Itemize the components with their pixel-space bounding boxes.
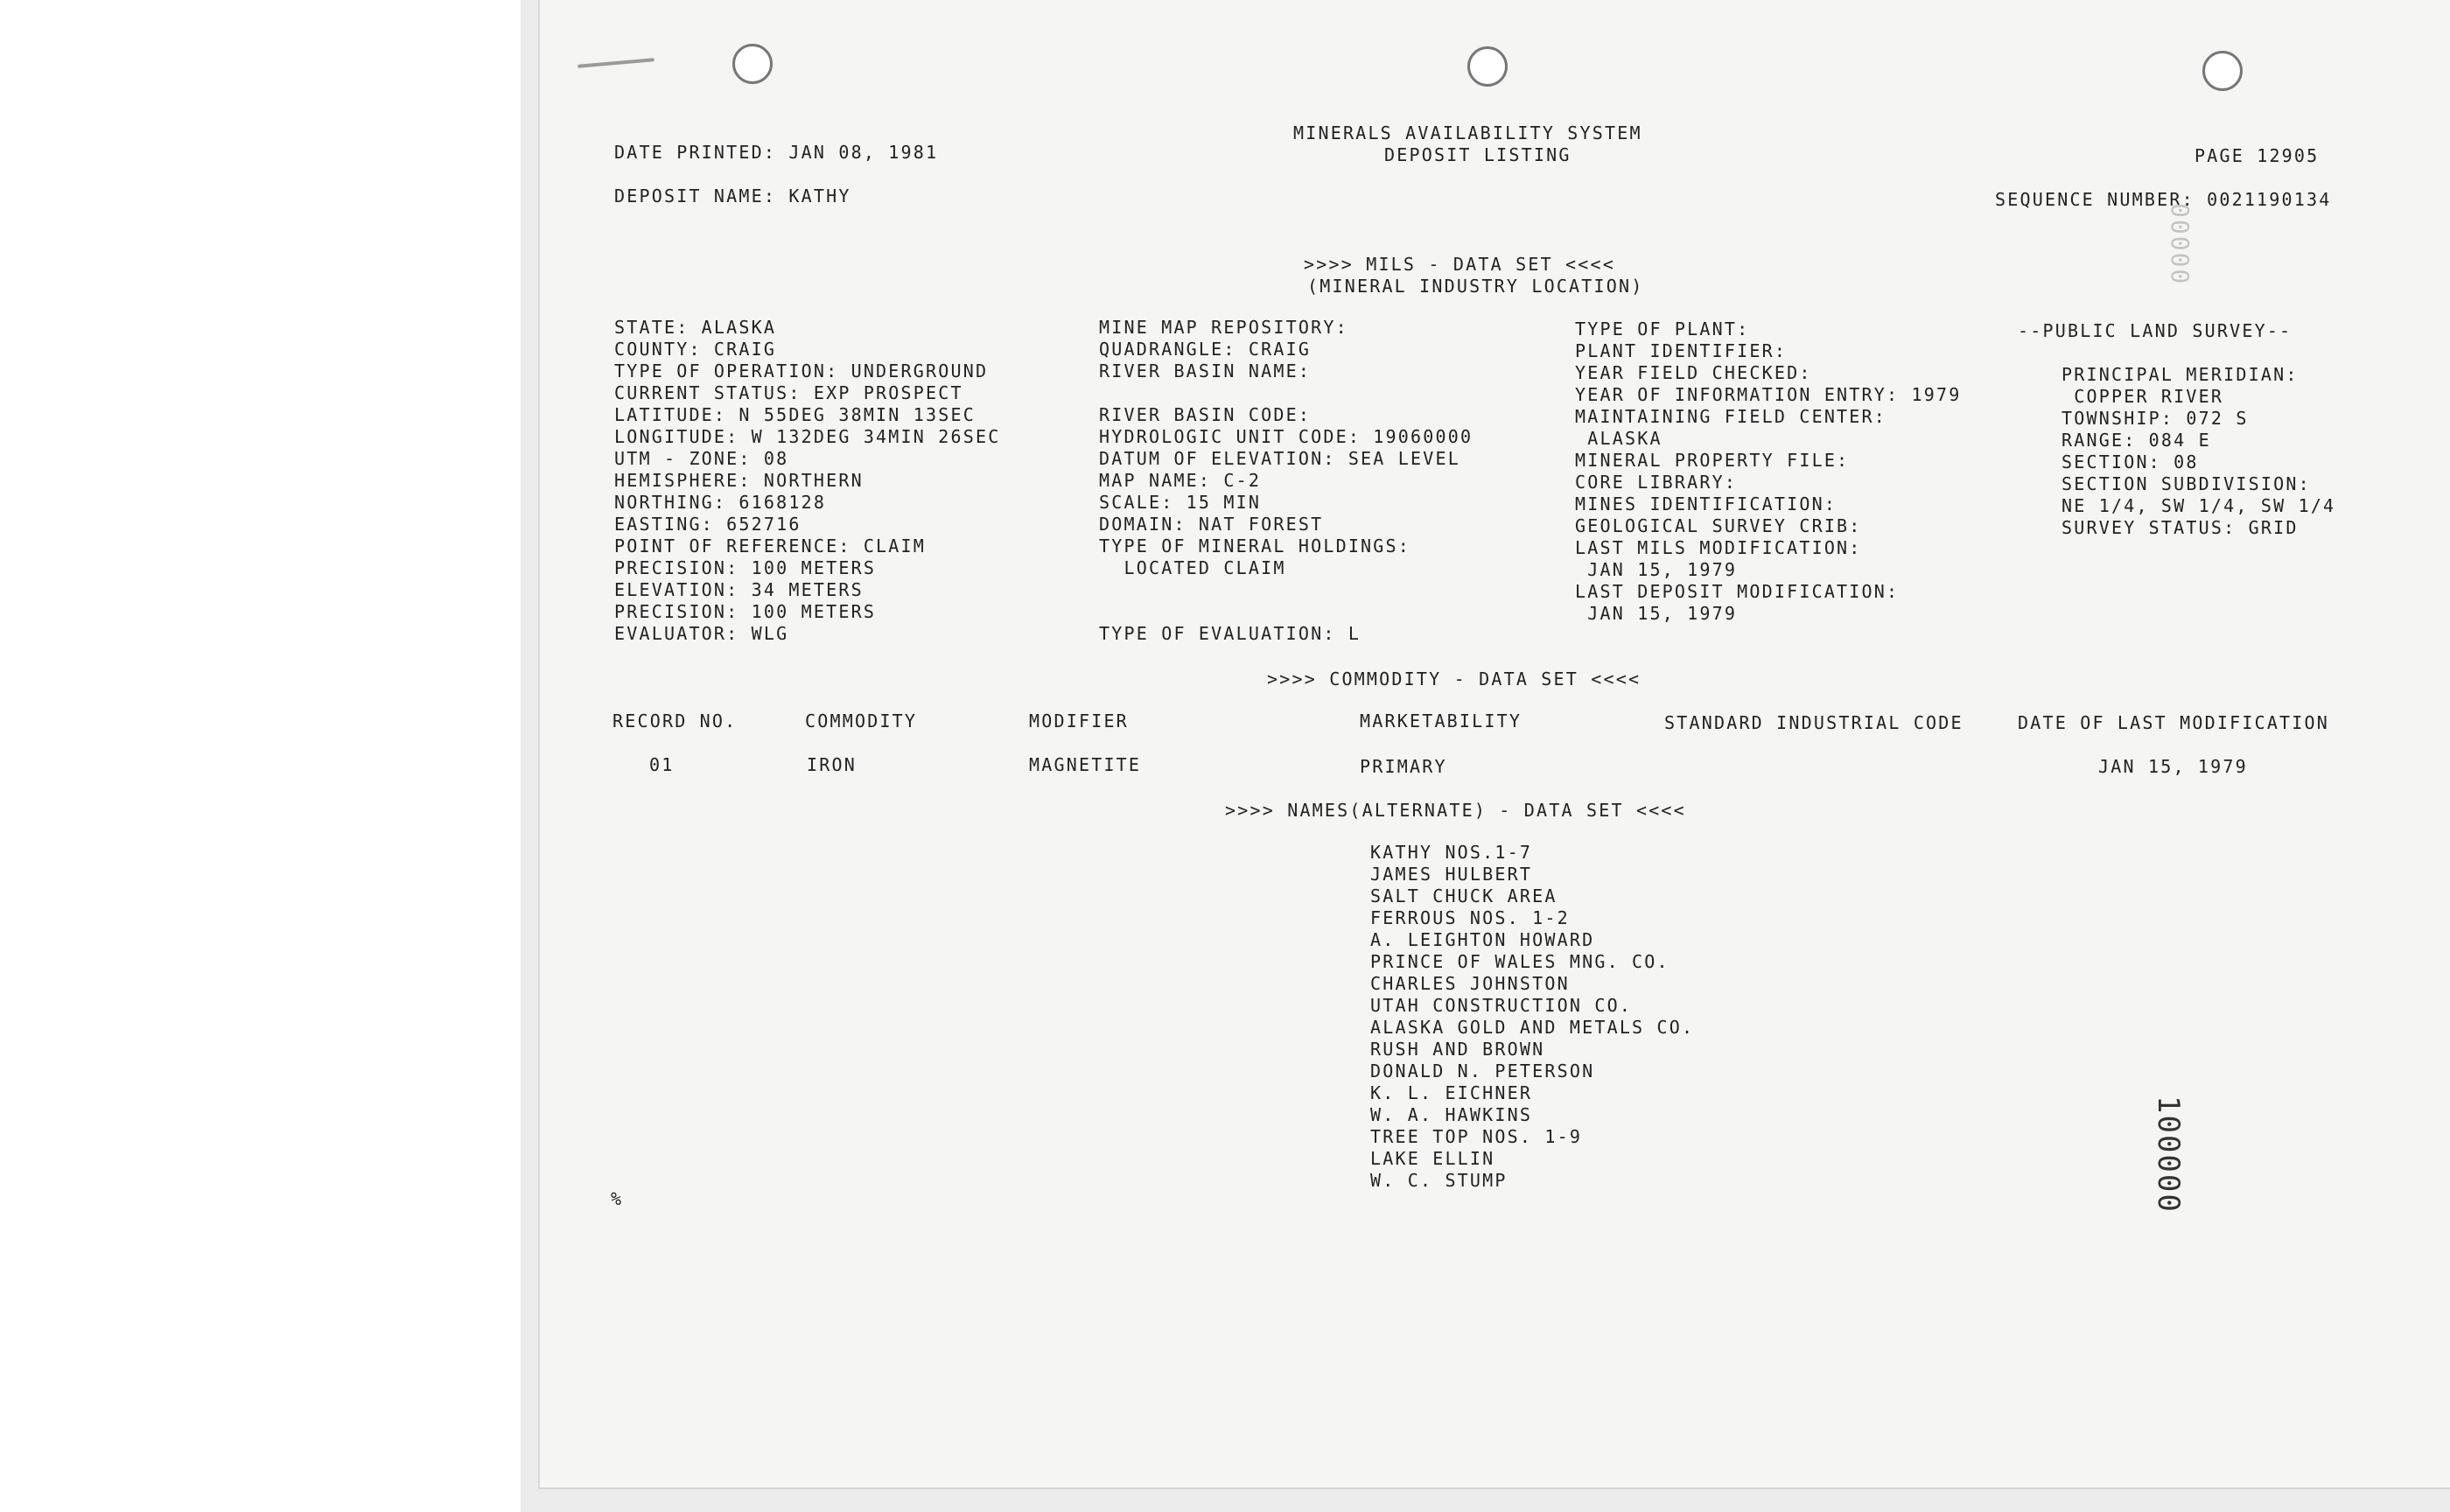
- field-type-of-operation: TYPE OF OPERATION: UNDERGROUND: [614, 360, 989, 382]
- field-township: TOWNSHIP: 072 S: [2062, 408, 2249, 429]
- system-title: MINERALS AVAILABILITY SYSTEM: [1293, 122, 1642, 144]
- mils-location-column: [614, 317, 1000, 645]
- list-item: FERROUS NOS. 1-2: [1370, 907, 1570, 928]
- punch-hole-left: [732, 44, 773, 84]
- list-item: DONALD N. PETERSON: [1370, 1060, 1595, 1082]
- cell-commodity: IRON: [807, 754, 857, 775]
- sequence-number: SEQUENCE NUMBER: 0021190134: [1995, 189, 2332, 210]
- field-evaluator: EVALUATOR: WLG: [614, 623, 789, 644]
- cell-record-no: 01: [649, 754, 675, 775]
- field-last-mils-modification: LAST MILS MODIFICATION:: [1575, 537, 1862, 558]
- cell-marketability: PRIMARY: [1360, 756, 1447, 777]
- col-header-modifier: MODIFIER: [1029, 710, 1129, 732]
- list-item: UTAH CONSTRUCTION CO.: [1370, 995, 1633, 1016]
- field-year-field-checked: YEAR FIELD CHECKED:: [1575, 362, 1812, 383]
- field-state: STATE: ALASKA: [614, 317, 777, 338]
- list-item: LAKE ELLIN: [1370, 1148, 1495, 1169]
- field-type-of-evaluation: TYPE OF EVALUATION: L: [1099, 623, 1362, 644]
- list-item: TREE TOP NOS. 1-9: [1370, 1126, 1583, 1147]
- field-last-deposit-modification: LAST DEPOSIT MODIFICATION:: [1575, 581, 1900, 602]
- field-last-deposit-modification-date: JAN 15, 1979: [1575, 603, 1738, 624]
- col-header-date-of-last-modification: DATE OF LAST MODIFICATION: [2018, 712, 2330, 733]
- field-section-subdivision-value: NE 1/4, SW 1/4, SW 1/4: [2062, 495, 2336, 516]
- field-mineral-property-file: MINERAL PROPERTY FILE:: [1575, 450, 1850, 471]
- col-header-record-no: RECORD NO.: [612, 710, 738, 732]
- field-mine-map-repository: MINE MAP REPOSITORY:: [1099, 317, 1348, 338]
- field-utm-zone: UTM - ZONE: 08: [614, 448, 789, 469]
- list-item: K. L. EICHNER: [1370, 1082, 1533, 1103]
- field-plant-identifier: PLANT IDENTIFIER:: [1575, 340, 1788, 361]
- col-header-commodity: COMMODITY: [805, 710, 918, 732]
- field-hemisphere: HEMISPHERE: NORTHERN: [614, 470, 864, 491]
- field-mineral-holdings-value: LOCATED CLAIM: [1099, 557, 1286, 578]
- field-section-subdivision: SECTION SUBDIVISION:: [2062, 473, 2311, 494]
- list-item: SALT CHUCK AREA: [1370, 886, 1558, 906]
- faint-film-stamp: 00000: [2166, 203, 2194, 286]
- field-field-center-value: ALASKA: [1575, 428, 1662, 449]
- list-item: W. C. STUMP: [1370, 1170, 1508, 1191]
- field-type-of-plant: TYPE OF PLANT:: [1575, 318, 1750, 340]
- field-northing: NORTHING: 6168128: [614, 492, 827, 513]
- field-principal-meridian-value: COPPER RIVER: [2062, 386, 2224, 407]
- list-item: PRINCE OF WALES MNG. CO.: [1370, 951, 1670, 972]
- public-land-survey-heading: --PUBLIC LAND SURVEY--: [2018, 320, 2292, 341]
- field-precision: PRECISION: 100 METERS: [614, 557, 877, 578]
- deposit-name: DEPOSIT NAME: KATHY: [614, 186, 851, 206]
- field-longitude: LONGITUDE: W 132DEG 34MIN 26SEC: [614, 426, 1001, 447]
- field-year-of-information-entry: YEAR OF INFORMATION ENTRY: 1979: [1575, 384, 1962, 405]
- list-item: CHARLES JOHNSTON: [1370, 973, 1570, 994]
- field-core-library: CORE LIBRARY:: [1575, 472, 1738, 493]
- mils-map-column: [1099, 317, 1348, 382]
- field-datum-of-elevation: DATUM OF ELEVATION: SEA LEVEL: [1099, 448, 1460, 469]
- field-section: SECTION: 08: [2062, 452, 2199, 472]
- field-river-basin-code: RIVER BASIN CODE:: [1099, 404, 1312, 425]
- mils-heading: >>>> MILS - DATA SET <<<<: [1304, 254, 1616, 275]
- field-hydrologic-unit-code: HYDROLOGIC UNIT CODE: 19060000: [1099, 426, 1474, 447]
- mils-subheading: (MINERAL INDUSTRY LOCATION): [1307, 276, 1644, 297]
- field-current-status: CURRENT STATUS: EXP PROSPECT: [614, 382, 963, 403]
- field-elevation-precision: PRECISION: 100 METERS: [614, 601, 877, 622]
- field-elevation: ELEVATION: 34 METERS: [614, 579, 864, 600]
- list-item: W. A. HAWKINS: [1370, 1104, 1533, 1125]
- list-item: ALASKA GOLD AND METALS CO.: [1370, 1017, 1695, 1038]
- list-item: RUSH AND BROWN: [1370, 1039, 1545, 1060]
- punch-hole-right: [2202, 51, 2243, 91]
- field-map-name: MAP NAME: C-2: [1099, 470, 1262, 491]
- field-type-of-mineral-holdings: TYPE OF MINERAL HOLDINGS:: [1099, 536, 1411, 556]
- list-item: A. LEIGHTON HOWARD: [1370, 929, 1595, 950]
- field-mines-identification: MINES IDENTIFICATION:: [1575, 494, 1838, 514]
- mils-basin-column: [1099, 404, 1473, 579]
- mils-plant-column: [1575, 318, 1961, 625]
- field-range: RANGE: 084 E: [2062, 430, 2211, 451]
- field-river-basin-name: RIVER BASIN NAME:: [1099, 360, 1312, 382]
- names-heading: >>>> NAMES(ALTERNATE) - DATA SET <<<<: [1225, 800, 1686, 821]
- field-domain: DOMAIN: NAT FOREST: [1099, 514, 1324, 535]
- field-survey-status: SURVEY STATUS: GRID: [2062, 517, 2299, 538]
- field-latitude: LATITUDE: N 55DEG 38MIN 13SEC: [614, 404, 976, 425]
- field-quadrangle: QUADRANGLE: CRAIG: [1099, 339, 1312, 360]
- field-geological-survey-crib: GEOLOGICAL SURVEY CRIB:: [1575, 515, 1862, 536]
- col-header-marketability: MARKETABILITY: [1360, 710, 1522, 732]
- punch-hole-center: [1467, 46, 1508, 87]
- field-scale: SCALE: 15 MIN: [1099, 492, 1262, 513]
- page-number: PAGE 12905: [2194, 145, 2320, 166]
- cell-modifier: MAGNETITE: [1029, 754, 1142, 775]
- field-last-mils-modification-date: JAN 15, 1979: [1575, 559, 1738, 580]
- commodity-heading: >>>> COMMODITY - DATA SET <<<<: [1267, 668, 1642, 690]
- field-maintaining-field-center: MAINTAINING FIELD CENTER:: [1575, 406, 1887, 427]
- listing-title: DEPOSIT LISTING: [1384, 144, 1572, 165]
- field-county: COUNTY: CRAIG: [614, 339, 777, 360]
- list-item: JAMES HULBERT: [1370, 864, 1533, 885]
- field-principal-meridian: PRINCIPAL MERIDIAN:: [2062, 364, 2299, 385]
- col-header-standard-industrial-code: STANDARD INDUSTRIAL CODE: [1664, 712, 1964, 733]
- cell-date-of-last-modification: JAN 15, 1979: [2098, 756, 2248, 777]
- date-printed: DATE PRINTED: JAN 08, 1981: [614, 142, 939, 163]
- field-easting: EASTING: 652716: [614, 514, 802, 535]
- document-page: [538, 0, 2450, 1489]
- list-item: KATHY NOS.1-7: [1370, 842, 1533, 863]
- alternate-names-list: [1370, 842, 1694, 1192]
- footer-mark: %: [611, 1188, 624, 1209]
- public-land-survey-column: [2062, 364, 2335, 539]
- film-number-stamp: 100000: [2151, 1096, 2186, 1214]
- field-point-of-reference: POINT OF REFERENCE: CLAIM: [614, 536, 927, 556]
